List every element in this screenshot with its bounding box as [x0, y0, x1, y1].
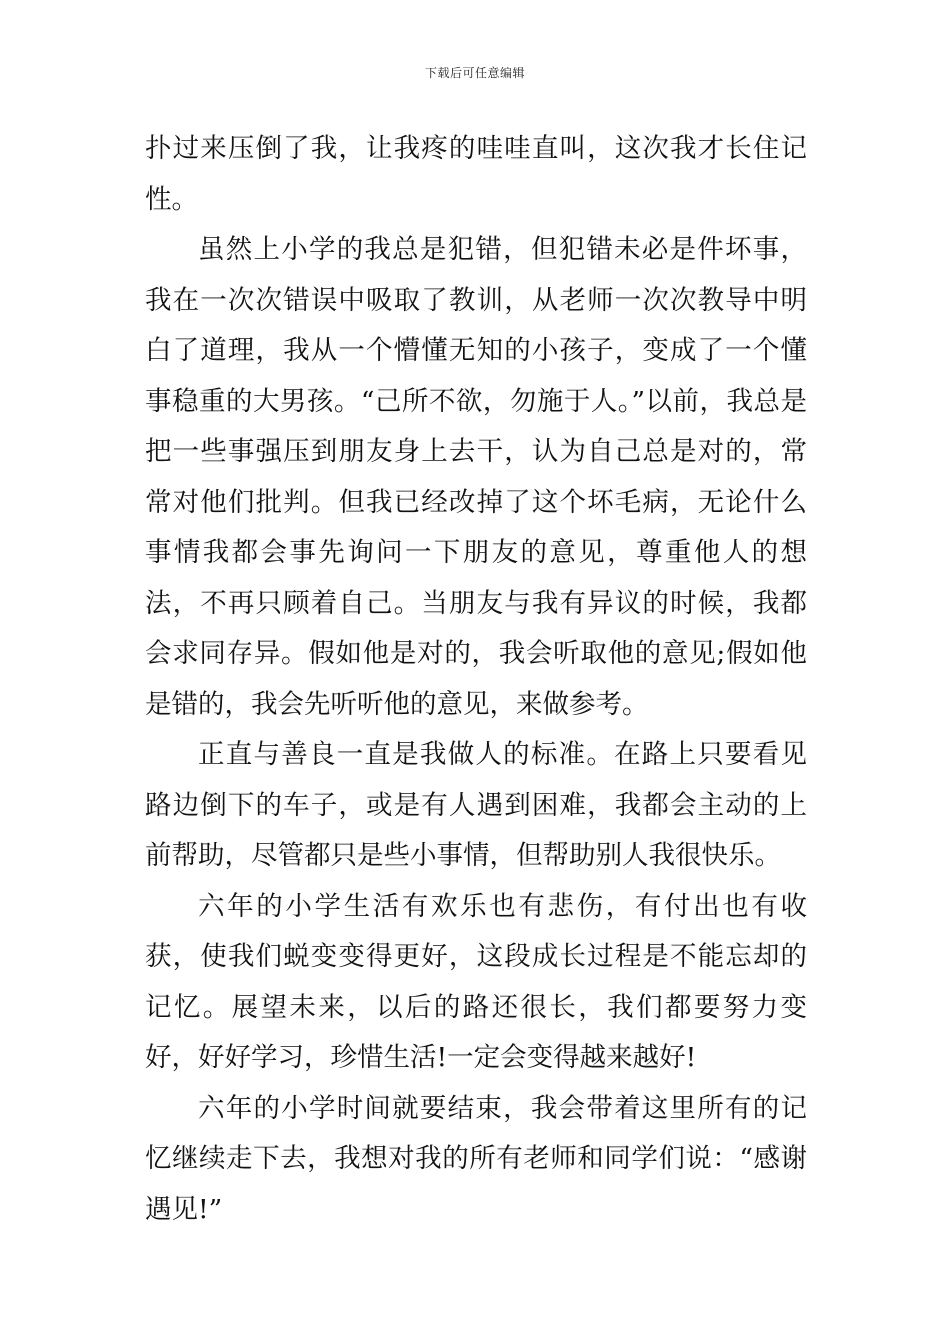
paragraph-closing: 六年的小学时间就要结束，我会带着这里所有的记忆继续走下去，我想对我的所有老师和同学们说：“感谢遇见!” — [145, 1092, 807, 1225]
paragraph-continuation: 扑过来压倒了我，让我疼的哇哇直叫，这次我才长住记性。 — [145, 133, 807, 215]
page-header: 下载后可任意编辑 — [424, 66, 525, 80]
paragraph-integrity: 正直与善良一直是我做人的标准。在路上只要看见路边倒下的车子，或是有人遇到困难，我都会主动的上前帮助，尽管都只是些小事情，但帮助别人我很快乐。 — [145, 739, 807, 871]
paragraph-six-years: 六年的小学生活有欢乐也有悲伤，有付出也有收获，使我们蜕变变得更好，这段成长过程是不能忘却的记忆。展望未来，以后的路还很长，我们都要努力变好，好好学习，珍惜生活!一定会变得越来越好! — [145, 890, 807, 1073]
document-body — [145, 124, 807, 1235]
paragraph-mistakes: 虽然上小学的我总是犯错，但犯错未必是件坏事，我在一次次错误中吸取了教训，从老师一次次教导中明白了道理，我从一个懵懂无知的小孩子，变成了一个懂事稳重的大男孩。“己所不欲，勿施于人。”以前，我总是把一些事强压到朋友身上去干，认为自己总是对的，常常对他们批判。但我已经改掉了这个坏毛病，无论什么事情我都会事先询问一下朋友的意见，尊重他人的想法，不再只顾着自己。当朋友与我有异议的时候，我都会求同存异。假如他是对的，我会听取他的意见;假如他是错的，我会先听听他的意见，来做参考。 — [145, 234, 807, 720]
